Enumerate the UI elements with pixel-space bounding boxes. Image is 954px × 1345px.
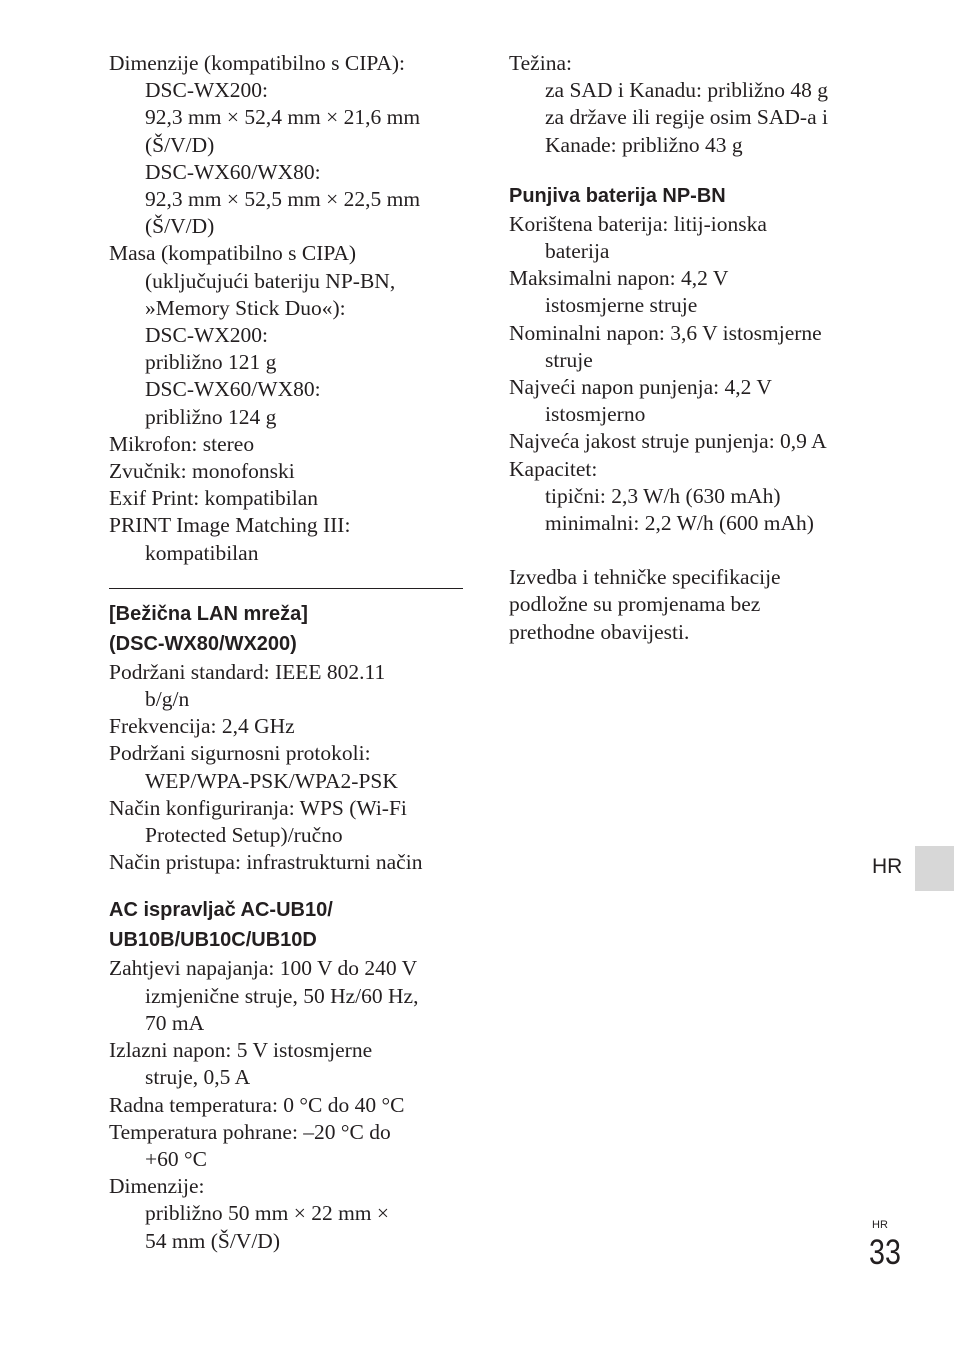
ac-output: Izlazni napon: 5 V istosmjerne (109, 1038, 373, 1063)
ac-dimensions-unit: 54 mm (Š/V/D) (145, 1228, 280, 1253)
battery-nominal-voltage-cont: struje (545, 347, 593, 372)
ac-heading-line2: UB10B/UB10C/UB10D (109, 929, 317, 952)
battery-charge-current: Najveća jakost struje punjenja: 0,9 A (509, 429, 827, 454)
left-column (109, 50, 469, 1255)
spec-note-line2: podložne su promjenama bez (509, 592, 761, 617)
page-number: 33 (869, 1233, 901, 1272)
ac-heading-line1: AC ispravljač AC-UB10/ (109, 899, 333, 922)
dimensions-value-wx200: 92,3 mm × 52,4 mm × 21,6 mm (145, 105, 421, 130)
dimensions-title: Dimenzije (kompatibilno s CIPA): (109, 51, 406, 75)
weight-other-2: Kanade: približno 43 g (545, 132, 743, 157)
mass-model-wx200: DSC-WX200: (145, 323, 269, 348)
speaker-spec: Zvučnik: monofonski (109, 459, 295, 484)
dimensions-unit-wx200: (Š/V/D) (145, 132, 215, 157)
wlan-frequency: Frekvencija: 2,4 GHz (109, 714, 295, 739)
battery-capacity: Kapacitet: (509, 456, 598, 481)
spec-note-line1: Izvedba i tehničke specifikacije (509, 565, 781, 590)
language-side-tab (915, 846, 954, 891)
battery-nominal-voltage: Nominalni napon: 3,6 V istosmjerne (509, 320, 822, 345)
ac-storage-temp-cont: +60 °C (145, 1146, 207, 1171)
wlan-access: Način pristupa: infrastrukturni način (109, 850, 423, 875)
mass-model-wx60: DSC-WX60/WX80: (145, 377, 321, 402)
wlan-config-cont: Protected Setup)/ručno (145, 823, 343, 848)
ac-output-cont: struje, 0,5 A (145, 1065, 251, 1090)
ac-dimensions-value: približno 50 mm × 22 mm × (145, 1201, 390, 1226)
dimensions-unit-wx60: (Š/V/D) (145, 214, 215, 239)
pim-spec: PRINT Image Matching III: (109, 513, 351, 538)
mass-note-2: »Memory Stick Duo«): (145, 295, 346, 320)
microphone-spec: Mikrofon: stereo (109, 431, 255, 456)
dimensions-model-wx200: DSC-WX200: (145, 78, 269, 103)
ac-power-req: Zahtjevi napajanja: 100 V do 240 V (109, 956, 418, 981)
wlan-standard-cont: b/g/n (145, 687, 190, 712)
exif-spec: Exif Print: kompatibilan (109, 486, 319, 511)
dimensions-value-wx60: 92,3 mm × 52,5 mm × 22,5 mm (145, 187, 421, 212)
battery-type: Korištena baterija: litij-ionska (509, 211, 767, 236)
ac-operating-temp: Radna temperatura: 0 °C do 40 °C (109, 1092, 405, 1117)
section-divider (109, 588, 463, 589)
mass-note-1: (uključujući bateriju NP-BN, (145, 268, 396, 293)
right-column (509, 50, 889, 646)
spec-note-line3: prethodne obavijesti. (509, 619, 690, 644)
language-side-tab-label: HR (872, 855, 903, 878)
battery-type-cont: baterija (545, 239, 610, 264)
dimensions-model-wx60: DSC-WX60/WX80: (145, 159, 321, 184)
wlan-standard: Podržani standard: IEEE 802.11 (109, 659, 386, 684)
ac-power-req-cont2: 70 mA (145, 1010, 205, 1035)
wlan-config: Način konfiguriranja: WPS (Wi-Fi (109, 795, 407, 820)
wlan-security-cont: WEP/WPA-PSK/WPA2-PSK (145, 768, 398, 793)
wlan-security: Podržani sigurnosni protokoli: (109, 741, 371, 766)
mass-value-wx200: približno 121 g (145, 350, 277, 375)
battery-capacity-typical: tipični: 2,3 W/h (630 mAh) (545, 483, 781, 508)
pim-spec-value: kompatibilan (145, 540, 259, 565)
page-language-code: HR (872, 1219, 888, 1231)
ac-power-req-cont1: izmjenične struje, 50 Hz/60 Hz, (145, 983, 419, 1008)
battery-heading: Punjiva baterija NP-BN (509, 184, 726, 207)
mass-value-wx60: približno 124 g (145, 404, 277, 429)
battery-charge-voltage: Najveći napon punjenja: 4,2 V (509, 375, 772, 400)
weight-other-1: za države ili regije osim SAD-a i (545, 105, 828, 130)
weight-usa-canada: za SAD i Kanadu: približno 48 g (545, 78, 829, 103)
ac-dimensions: Dimenzije: (109, 1174, 205, 1199)
weight-title: Težina: (509, 51, 572, 75)
ac-storage-temp: Temperatura pohrane: –20 °C do (109, 1119, 391, 1144)
battery-capacity-minimal: minimalni: 2,2 W/h (600 mAh) (545, 511, 814, 536)
mass-title: Masa (kompatibilno s CIPA) (109, 241, 357, 266)
wlan-heading-line1: [Bežična LAN mreža] (109, 602, 308, 625)
battery-charge-voltage-cont: istosmjerno (545, 402, 646, 427)
battery-max-voltage-cont: istosmjerne struje (545, 293, 698, 318)
battery-max-voltage: Maksimalni napon: 4,2 V (509, 266, 729, 291)
wlan-heading-line2: (DSC-WX80/WX200) (109, 632, 297, 655)
